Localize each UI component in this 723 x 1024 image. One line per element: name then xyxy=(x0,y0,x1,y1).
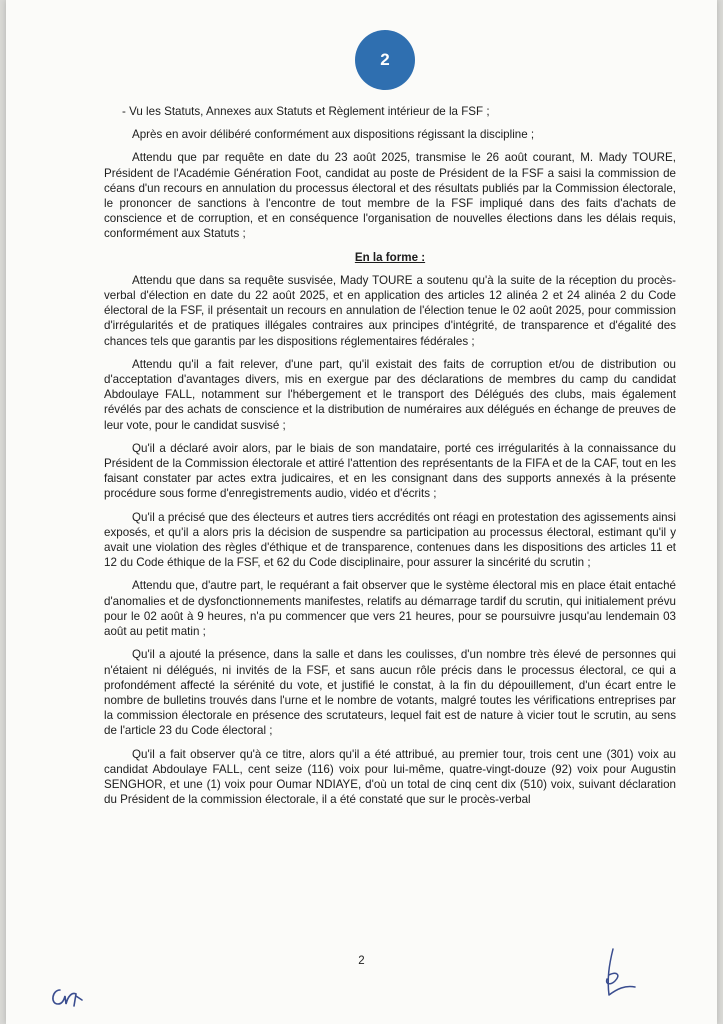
section-heading-en-la-forme: En la forme : xyxy=(354,250,426,264)
paragraph-requete: Attendu que par requête en date du 23 août 2025, transmise le 26 août courant, M. Mady TOURE, Président de l'Académie Génération Foot, candidat au poste de Président de la FSF a saisi la commission de céans d'un recours en annulation du processus électoral et des résultats publiés par la Commission électorale, le prononcer de sanctions à l'encontre de tout membre de la FSF impliqué dans des faits d'achats de conscience et de corruption, et en conséquence l'organisation de nouvelles élections dans les délais requis, conformément aux Statuts ; xyxy=(104,151,676,241)
signature-right xyxy=(591,945,651,1005)
initials-left xyxy=(46,980,106,1014)
paragraph-vu-les-statuts: - Vu les Statuts, Annexes aux Statuts et Règlement intérieur de la FSF ; xyxy=(122,105,490,118)
paragraph-presence: Qu'il a ajouté la présence, dans la salle et dans les coulisses, d'un nombre très élevé de personnes qui n'étaient ni délégués, ni invités de la FSF, et sans aucun rôle précis dans le processus électoral, ce qui a profondément affecté la sérénité du vote, et justifié le constat, à la fin du dépouillement, d'un écart entre le nombre de bulletins trouvés dans l'urne et le nombre de votants, malgré toutes les vérifications entreprises par la commission électorale en présence des scrutateurs, lequel fait est de nature à vicier tout le scrutin, au sens de l'article 23 du Code électoral ; xyxy=(104,648,676,738)
document-body xyxy=(104,104,676,815)
document-page xyxy=(6,0,717,1024)
page-number-badge xyxy=(355,30,415,90)
page-badge-label: 2 xyxy=(380,50,390,69)
paragraph-premier-tour: Qu'il a fait observer qu'à ce titre, alors qu'il a été attribué, au premier tour, trois cent une (301) voix au candidat Abdoulaye FALL, cent seize (116) voix pour lui-même, quatre-vingt-douze (92) voix pour Augustin SENGHOR, et une (1) voix pour Oumar NDIAYE, d'où un total de cinq cent dix (510) voix, suivant déclaration du Président de la commission électorale, il a été constaté que sur le procès-verbal xyxy=(104,747,676,807)
paragraph-anomalies: Attendu que, d'autre part, le requérant a fait observer que le système électoral mis en place était entaché d'anomalies et de dysfonctionnements manifestes, relatifs au démarrage tardif du scrutin, qui initialement prévu pour le 02 août à 9 heures, n'a pu commencer que vers 21 heures, pour se poursuivre jusqu'au lendemain 03 août au petit matin ; xyxy=(104,579,676,639)
paragraph-mandataire: Qu'il a déclaré avoir alors, par le biais de son mandataire, porté ces irrégularités à la connaissance du Président de la Commission électorale et attiré l'attention des représentants de la FIFA et de la CAF, tout en les faisant constater par actes extra judicaires, et en les consignant dans des supports annexés à la présente procédure sous forme d'enregistrements audio, vidéo et d'écrits ; xyxy=(104,441,676,501)
paragraph-corruption: Attendu qu'il a fait relever, d'une part, qu'il existait des faits de corruption et/ou de distribution ou d'acceptation d'avantages divers, mis en exergue par des déclarations de membres du camp du candidat Abdoulaye FALL, notamment sur l'hébergement et le transport des Délégués des clubs, mais également révélés par des achats de conscience et la distribution de numéraires aux délégués en échange de preuves de leur vote, pour le candidat susvisé ; xyxy=(104,357,676,432)
paragraph-protestation: Qu'il a précisé que des électeurs et autres tiers accrédités ont réagi en protestation des agissements ainsi exposés, et qu'il a alors pris la décision de suspendre sa participation au processus électoral, estimant qu'il y avait une violation des règles d'éthique et de transparence, contenues dans les dispositions des articles 11 et 12 du Code éthique de la FSF, et 62 du Code disciplinaire, pour assurer la sincérité du scrutin ; xyxy=(104,510,676,570)
page-number-footer: 2 xyxy=(358,955,365,967)
paragraph-recours: Attendu que dans sa requête susvisée, Mady TOURE a soutenu qu'à la suite de la réception du procès-verbal d'élection en date du 22 août 2025, et en application des articles 12 alinéa 2 et 24 alinéa 2 du Code électoral de la FSF, il présentait un recours en annulation de l'élection tenue le 02 août 2025, pour commission d'irrégularités et de pratiques illégales contraires aux principes d'intégrité, de transparence et d'égalité des chances tels que garantis par les dispositions réglementaires fédérales ; xyxy=(104,273,676,348)
paragraph-deliberation: Après en avoir délibéré conformément aux dispositions régissant la discipline ; xyxy=(132,128,535,142)
